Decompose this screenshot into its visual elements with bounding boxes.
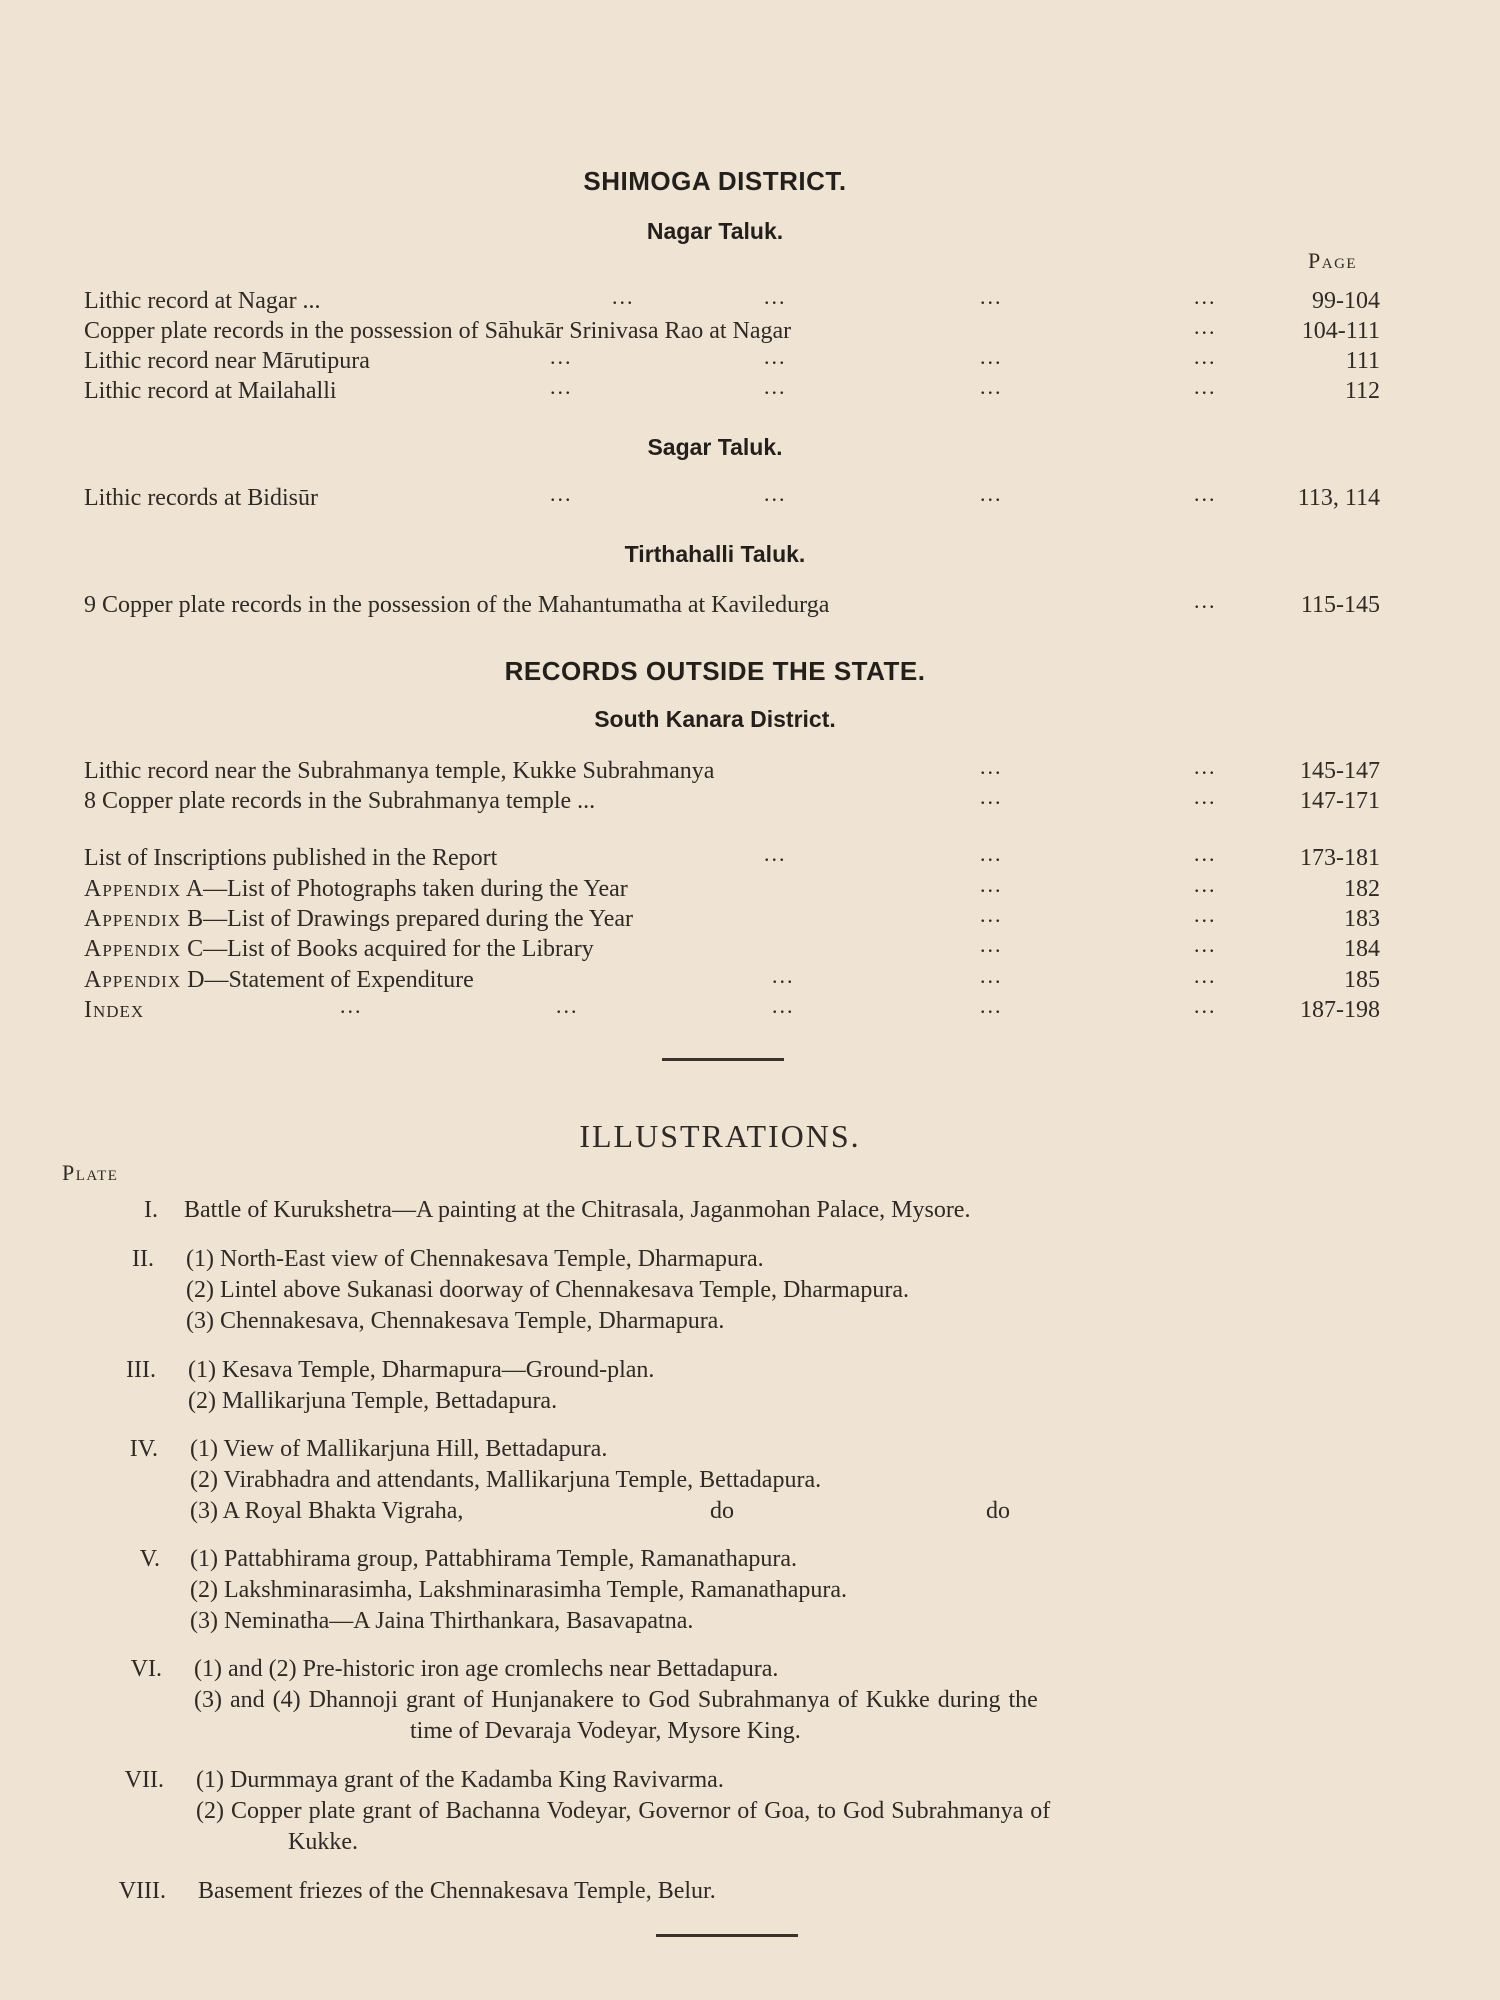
toc-entry xyxy=(84,483,1380,513)
plate-line: (1) Durmmaya grant of the Kadamba King Ravivarma. xyxy=(196,1767,724,1793)
plate-line: (1) North-East view of Chennakesava Temple, Dharmapura. xyxy=(186,1246,764,1272)
leader-dots: ... xyxy=(764,481,787,506)
toc-entry-title xyxy=(84,904,633,934)
toc-entry-page: 187-198 xyxy=(1300,997,1380,1023)
toc-entry-page: 112 xyxy=(1344,378,1380,404)
leader-dots: ... xyxy=(980,284,1003,309)
leader-dots: ... xyxy=(980,872,1003,897)
leader-dots: ... xyxy=(980,963,1003,988)
plate-line: Basement friezes of the Chennakesava Temple, Belur. xyxy=(198,1878,716,1904)
toc-entry-title xyxy=(84,934,594,964)
toc-entry xyxy=(84,756,1380,786)
appendix-title: A—List of Photographs taken during the Year xyxy=(185,876,628,902)
leader-dots: ... xyxy=(980,784,1003,809)
toc-entry-page: 183 xyxy=(1344,906,1380,932)
toc-entry xyxy=(84,286,1380,316)
leader-dots: ... xyxy=(980,754,1003,779)
leader-dots: ... xyxy=(1194,902,1217,927)
leader-dots: ... xyxy=(980,932,1003,957)
leader-dots: ... xyxy=(764,344,787,369)
plate-line: (1) Kesava Temple, Dharmapura—Ground-plan. xyxy=(188,1357,655,1383)
plate-line: (2) Lintel above Sukanasi doorway of Chennakesava Temple, Dharmapura. xyxy=(186,1277,909,1303)
leader-dots: ... xyxy=(764,284,787,309)
plate-line: (2) Virabhadra and attendants, Mallikarjuna Temple, Bettadapura. xyxy=(190,1467,822,1493)
leader-dots: ... xyxy=(1194,314,1217,339)
plate-line: (3) Neminatha—A Jaina Thirthankara, Basavapatna. xyxy=(190,1608,694,1634)
leader-dots: ... xyxy=(772,993,795,1018)
plate-column-label: Plate xyxy=(62,1160,119,1185)
district-heading-outside: RECORDS OUTSIDE THE STATE. xyxy=(504,656,926,686)
plate-numeral: VI. xyxy=(130,1656,162,1682)
leader-dots: ... xyxy=(1194,754,1217,779)
plate-line: (2) Mallikarjuna Temple, Bettadapura. xyxy=(188,1388,558,1414)
plate-numeral: I. xyxy=(144,1197,158,1223)
toc-entry-page: 182 xyxy=(1344,876,1380,902)
toc-entry xyxy=(84,346,1380,376)
plate-numeral: VIII. xyxy=(118,1878,166,1904)
leader-dots: ... xyxy=(340,993,363,1018)
plate-line: (3) A Royal Bhakta Vigraha, xyxy=(190,1498,464,1524)
toc-entry-page: 147-171 xyxy=(1300,788,1380,814)
leader-dots: ... xyxy=(1194,344,1217,369)
plate-numeral: IV. xyxy=(129,1436,158,1462)
leader-dots: ... xyxy=(980,344,1003,369)
toc-entry-title xyxy=(84,874,628,904)
ditto-mark: do xyxy=(986,1498,1010,1524)
toc-entry-title: Lithic record near the Subrahmanya temple, Kukke Subrahmanya xyxy=(84,758,715,784)
leader-dots: ... xyxy=(1194,481,1217,506)
taluk-heading-sagar: Sagar Taluk. xyxy=(647,434,783,460)
leader-dots: ... xyxy=(1194,784,1217,809)
toc-entry-title xyxy=(84,965,474,995)
taluk-heading-nagar: Nagar Taluk. xyxy=(646,218,784,244)
leader-dots: ... xyxy=(1194,284,1217,309)
leader-dots: ... xyxy=(980,481,1003,506)
plate-numeral: VII. xyxy=(124,1767,164,1793)
plate-line: (3) and (4) Dhannoji grant of Hunjanakere to God Subrahmanya of Kukke during the xyxy=(194,1687,1038,1713)
appendix-label: Appendix xyxy=(84,876,182,902)
toc-entry-page: 104-111 xyxy=(1301,318,1380,344)
toc-entry xyxy=(84,965,1380,995)
toc-entry-title: 9 Copper plate records in the possession of the Mahantumatha at Kaviledurga xyxy=(84,592,830,618)
district-heading-south-kanara: South Kanara District. xyxy=(594,706,836,732)
leader-dots: ... xyxy=(550,374,573,399)
illustrations-heading: ILLUSTRATIONS. xyxy=(579,1118,861,1154)
plate-line: (1) and (2) Pre-historic iron age cromlechs near Bettadapura. xyxy=(194,1656,779,1682)
appendix-title: C—List of Books acquired for the Library xyxy=(187,936,594,962)
toc-entry-title: Copper plate records in the possession of Sāhukār Srinivasa Rao at Nagar xyxy=(84,318,792,344)
toc-entry-page: 184 xyxy=(1344,936,1380,962)
appendix-label: Appendix xyxy=(84,906,182,932)
toc-entry xyxy=(84,904,1380,934)
leader-dots: ... xyxy=(1194,963,1217,988)
plate-line: (1) View of Mallikarjuna Hill, Bettadapura. xyxy=(190,1436,608,1462)
toc-entry-title: Lithic record at Mailahalli xyxy=(84,378,337,404)
plate-line: Kukke. xyxy=(288,1829,358,1855)
end-divider xyxy=(656,1934,798,1937)
toc-entry-page: 145-147 xyxy=(1300,758,1380,784)
toc-entry xyxy=(84,843,1380,873)
toc-entry-title: 8 Copper plate records in the Subrahmanya temple ... xyxy=(84,788,596,814)
page-column-label: Page xyxy=(1308,248,1358,273)
plate-line: (1) Pattabhirama group, Pattabhirama Temple, Ramanathapura. xyxy=(190,1546,798,1572)
leader-dots: ... xyxy=(980,902,1003,927)
toc-entry-title: List of Inscriptions published in the Report xyxy=(84,845,498,871)
index-label: Index xyxy=(84,997,145,1023)
leader-dots: ... xyxy=(1194,588,1217,613)
toc-entry xyxy=(84,874,1380,904)
plate-line: (3) Chennakesava, Chennakesava Temple, Dharmapura. xyxy=(186,1308,725,1334)
plate-numeral: III. xyxy=(126,1357,156,1383)
leader-dots: ... xyxy=(980,993,1003,1018)
appendix-label: Appendix xyxy=(84,967,182,993)
leader-dots: ... xyxy=(1194,374,1217,399)
leader-dots: ... xyxy=(764,374,787,399)
leader-dots: ... xyxy=(1194,872,1217,897)
plate-line: time of Devaraja Vodeyar, Mysore King. xyxy=(410,1718,801,1744)
taluk-heading-tirthahalli: Tirthahalli Taluk. xyxy=(624,541,806,567)
ditto-mark: do xyxy=(710,1498,734,1524)
plate-line: (2) Lakshminarasimha, Lakshminarasimha Temple, Ramanathapura. xyxy=(190,1577,847,1603)
leader-dots: ... xyxy=(1194,993,1217,1018)
appendix-label: Appendix xyxy=(84,936,182,962)
leader-dots: ... xyxy=(980,841,1003,866)
toc-entry-page: 99-104 xyxy=(1312,288,1380,314)
leader-dots: ... xyxy=(550,344,573,369)
toc-entry xyxy=(84,786,1380,816)
toc-entry xyxy=(84,590,1380,620)
toc-entry xyxy=(84,376,1380,406)
toc-entry-page: 115-145 xyxy=(1300,592,1380,618)
section-divider xyxy=(662,1058,784,1061)
appendix-title: D—Statement of Expenditure xyxy=(187,967,474,993)
toc-entry-title: Lithic record near Mārutipura xyxy=(84,348,370,374)
toc-entry xyxy=(84,316,1380,346)
appendix-title: B—List of Drawings prepared during the Year xyxy=(187,906,634,932)
plate-numeral: V. xyxy=(139,1546,160,1572)
leader-dots: ... xyxy=(556,993,579,1018)
plate-numeral: II. xyxy=(132,1246,154,1272)
leader-dots: ... xyxy=(772,963,795,988)
leader-dots: ... xyxy=(1194,932,1217,957)
toc-entry-page: 185 xyxy=(1344,967,1380,993)
plate-line: Battle of Kurukshetra—A painting at the Chitrasala, Jaganmohan Palace, Mysore. xyxy=(184,1197,971,1223)
toc-entry-title: Lithic record at Nagar ... xyxy=(84,288,321,314)
district-heading-shimoga: SHIMOGA DISTRICT. xyxy=(583,166,847,196)
leader-dots: ... xyxy=(1194,841,1217,866)
toc-entry-page: 111 xyxy=(1345,348,1380,374)
leader-dots: ... xyxy=(550,481,573,506)
toc-entry-page: 113, 114 xyxy=(1297,485,1380,511)
toc-entry-page: 173-181 xyxy=(1300,845,1380,871)
toc-entry xyxy=(84,934,1380,964)
leader-dots: ... xyxy=(612,284,635,309)
toc-entry-title: Lithic records at Bidisūr xyxy=(84,485,318,511)
plate-line: (2) Copper plate grant of Bachanna Vodeyar, Governor of Goa, to God Subrahmanya of xyxy=(196,1798,1051,1824)
leader-dots: ... xyxy=(764,841,787,866)
toc-entry xyxy=(84,995,1380,1025)
leader-dots: ... xyxy=(980,374,1003,399)
